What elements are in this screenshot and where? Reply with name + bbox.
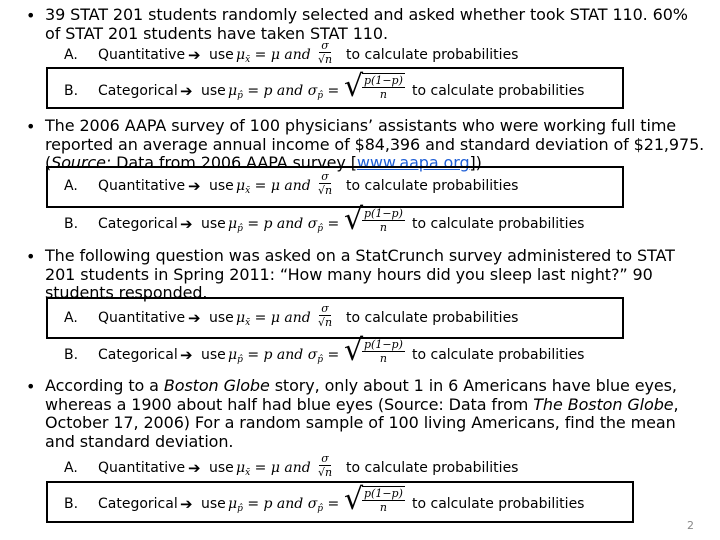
q4-a-formula: $\mu_{x̄} = \mu$ and	[236, 460, 311, 478]
question-2-text: The 2006 AAPA survey of 100 physicians’ assistants who were working full time reported an average annual income of $84,396 and standard deviation of $21,975. (Source: Data from 2006 AAPA survey [www.aapa.org])	[45, 116, 705, 172]
q3-option-a-letter: A.	[64, 310, 78, 326]
q2-option-a-type: Quantitative	[98, 178, 186, 194]
q4-option-b-type: Categorical	[98, 496, 178, 512]
question-1-text: 39 STAT 201 students randomly selected and asked whether took STAT 110. 60% of STAT 201 students have taken STAT 110.	[45, 5, 688, 43]
q4-a-calc: to calculate probabilities	[346, 460, 519, 476]
arrow-icon: ➔	[180, 346, 193, 364]
question-3-text: The following question was asked on a StatCrunch survey administered to STAT 201 students in Spring 2011: “How many hours did you sleep last night?” 90 students responded.	[45, 246, 675, 302]
q2-option-a-letter: A.	[64, 178, 78, 194]
sqrt-sign: √	[344, 333, 364, 368]
q3-b-sqrt-fraction: $\frac{p(1-p)}{n}$	[364, 338, 403, 365]
question-4-text: According to a Boston Globe story, only about 1 in 6 Americans have blue eyes, whereas a 1900 about half had blue eyes (Source: Data from The Boston Globe, October 17, 2006) For a random sample of 100 living Americans, find the mean and standard deviation.	[45, 376, 679, 451]
q2-option-b-letter: B.	[64, 216, 79, 232]
q3-a-sigma-fraction: $\frac{\sigma}{√n}$	[318, 302, 333, 329]
q2-a-formula: $\mu_{x̄} = \mu$ and	[236, 178, 311, 196]
q3-b-calc: to calculate probabilities	[412, 347, 585, 363]
q1-b-use: use	[201, 83, 226, 99]
q4-b-use: use	[201, 496, 226, 512]
q1-option-b-letter: B.	[64, 83, 79, 99]
q3-a-use: use	[209, 310, 234, 326]
q3-a-formula: $\mu_{x̄} = \mu$ and	[236, 310, 311, 328]
q2-a-calc: to calculate probabilities	[346, 178, 519, 194]
q2-a-use: use	[209, 178, 234, 194]
arrow-icon: ➔	[188, 46, 201, 64]
q4-b-calc: to calculate probabilities	[412, 496, 585, 512]
q3-b-formula: $\mu_{p̂} = p$ and $\sigma_{p̂}$ =	[228, 347, 340, 365]
q4-b-formula: $\mu_{p̂} = p$ and $\sigma_{p̂}$ =	[228, 496, 340, 514]
q1-a-use: use	[209, 47, 234, 63]
q2-b-sqrt-fraction: $\frac{p(1-p)}{n}$	[364, 207, 403, 234]
q1-a-sigma-fraction: $\frac{\sigma}{√n}$	[318, 39, 333, 66]
q4-option-a-type: Quantitative	[98, 460, 186, 476]
q1-option-b-type: Categorical	[98, 83, 178, 99]
q3-option-a-type: Quantitative	[98, 310, 186, 326]
arrow-icon: ➔	[188, 177, 201, 195]
q1-option-a-type: Quantitative	[98, 47, 186, 63]
arrow-icon: ➔	[180, 495, 193, 513]
bullet-1: •	[26, 6, 36, 25]
q3-option-b-type: Categorical	[98, 347, 178, 363]
arrow-icon: ➔	[188, 459, 201, 477]
q2-option-b-type: Categorical	[98, 216, 178, 232]
q4-option-b-letter: B.	[64, 496, 79, 512]
q3-a-calc: to calculate probabilities	[346, 310, 519, 326]
bullet-2: •	[26, 117, 36, 136]
bullet-4: •	[26, 377, 36, 396]
q3-option-b-letter: B.	[64, 347, 79, 363]
bullet-3: •	[26, 247, 36, 266]
arrow-icon: ➔	[188, 309, 201, 327]
q4-a-use: use	[209, 460, 234, 476]
sqrt-sign: √	[344, 69, 364, 104]
q1-b-formula: $\mu_{p̂} = p$ and $\sigma_{p̂}$ =	[228, 83, 340, 101]
q4-a-sigma-fraction: $\frac{\sigma}{√n}$	[318, 452, 333, 479]
q2-b-formula: $\mu_{p̂} = p$ and $\sigma_{p̂}$ =	[228, 216, 340, 234]
arrow-icon: ➔	[180, 82, 193, 100]
sqrt-sign: √	[344, 202, 364, 237]
slide-number: 2	[687, 519, 694, 532]
q3-b-use: use	[201, 347, 226, 363]
arrow-icon: ➔	[180, 215, 193, 233]
q1-b-sqrt-fraction: $\frac{p(1-p)}{n}$	[364, 74, 403, 101]
q2-a-sigma-fraction: $\frac{\sigma}{√n}$	[318, 170, 333, 197]
q1-option-a-letter: A.	[64, 47, 78, 63]
q4-b-sqrt-fraction: $\frac{p(1-p)}{n}$	[364, 487, 403, 514]
q2-b-calc: to calculate probabilities	[412, 216, 585, 232]
q1-b-calc: to calculate probabilities	[412, 83, 585, 99]
aapa-link[interactable]: www.aapa.org	[356, 153, 470, 172]
q2-b-use: use	[201, 216, 226, 232]
q1-a-formula: $\mu_{x̄} = \mu$ and	[236, 47, 311, 65]
q1-a-calc: to calculate probabilities	[346, 47, 519, 63]
sqrt-sign: √	[344, 482, 364, 517]
q4-option-a-letter: A.	[64, 460, 78, 476]
